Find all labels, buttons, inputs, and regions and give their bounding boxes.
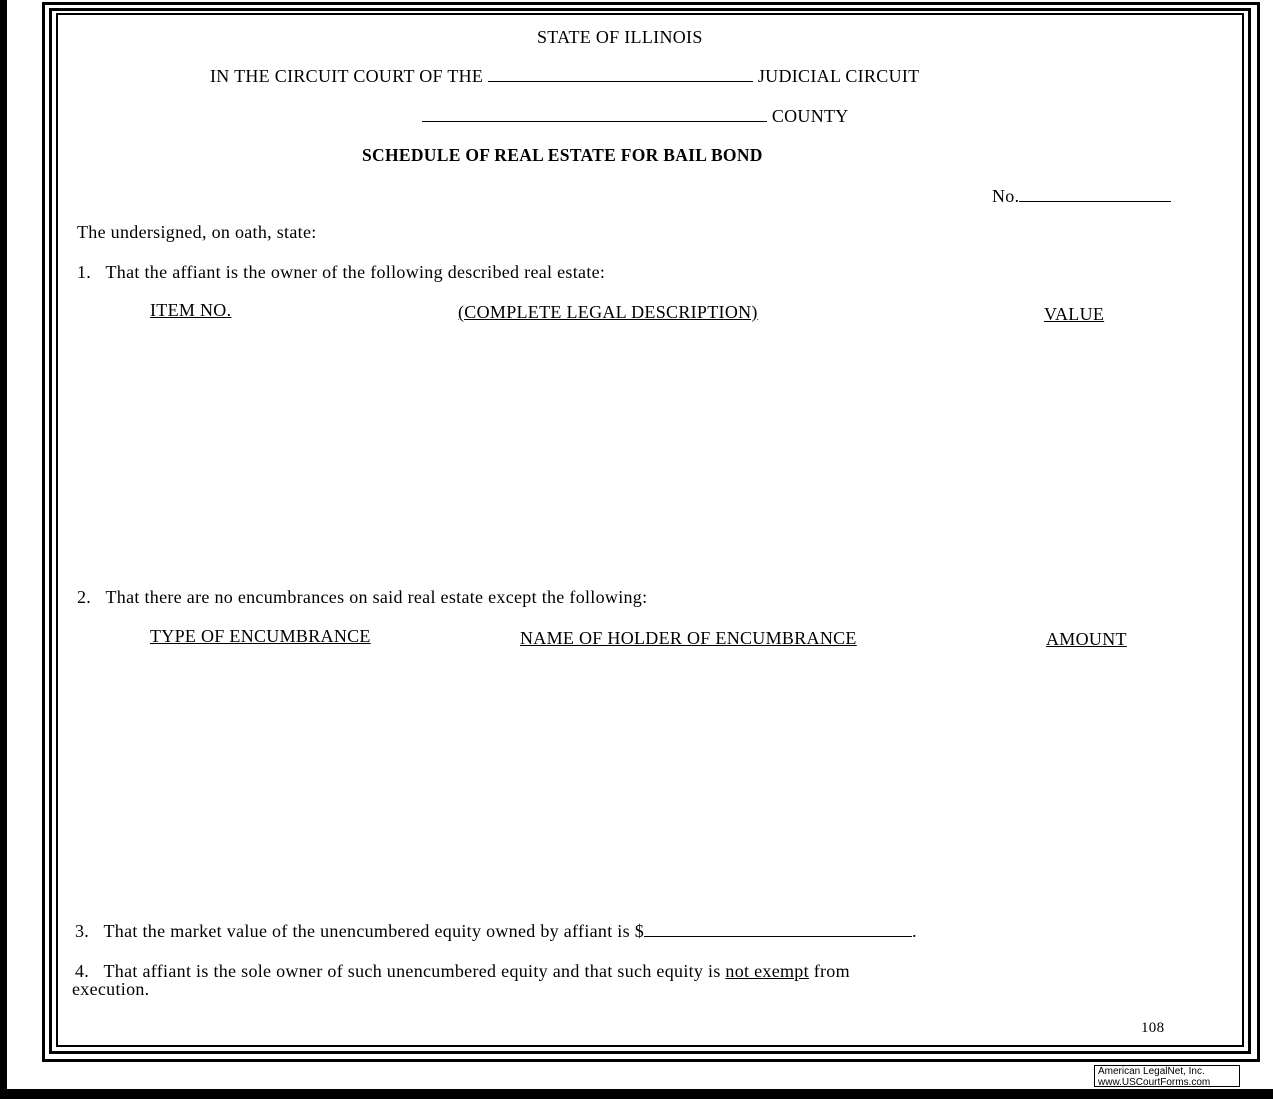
number-line <box>992 186 1171 207</box>
number-label: No. <box>992 186 1020 206</box>
county-label: COUNTY <box>771 106 849 126</box>
equity-value-blank[interactable] <box>644 936 912 937</box>
page-number: 108 <box>1141 1020 1165 1036</box>
item1-number: 1. <box>77 262 92 282</box>
page-border-inner <box>56 13 1244 1047</box>
item1 <box>77 262 605 283</box>
circuit-blank[interactable] <box>488 81 753 82</box>
item1-text: That the affiant is the owner of the following described real estate: <box>105 262 606 282</box>
not-exempt-text: not exempt <box>725 961 809 981</box>
form-title: SCHEDULE OF REAL ESTATE FOR BAIL BOND <box>362 145 763 165</box>
col-holder-name: NAME OF HOLDER OF ENCUMBRANCE <box>520 628 857 648</box>
court-line <box>210 66 919 87</box>
county-line <box>422 106 849 127</box>
court-suffix: JUDICIAL CIRCUIT <box>757 66 920 86</box>
item4 <box>75 961 850 982</box>
item2-number: 2. <box>77 587 92 607</box>
logo-line2: www.USCourtForms.com <box>1098 1077 1211 1088</box>
col-encumbrance-type: TYPE OF ENCUMBRANCE <box>150 626 371 646</box>
state-heading: STATE OF ILLINOIS <box>537 27 703 47</box>
col-legal-description: (COMPLETE LEGAL DESCRIPTION) <box>458 302 758 322</box>
number-blank[interactable] <box>1019 201 1171 202</box>
item2 <box>77 587 647 608</box>
col-amount: AMOUNT <box>1046 629 1127 649</box>
item4-continued: execution. <box>72 979 150 999</box>
intro-text: The undersigned, on oath, state: <box>77 222 317 242</box>
county-blank[interactable] <box>422 121 767 122</box>
col-item-no: ITEM NO. <box>150 300 232 320</box>
scan-edge <box>0 0 7 1099</box>
logo-line1: American LegalNet, Inc. <box>1098 1066 1205 1077</box>
item3-text: That the market value of the unencumbered equity owned by affiant is $ <box>103 921 645 941</box>
item4-text: That affiant is the sole owner of such unencumbered equity and that such equity is <box>103 961 726 981</box>
item4-number: 4. <box>75 961 90 981</box>
publisher-logo <box>1094 1065 1240 1087</box>
scan-edge-bottom <box>0 1089 1273 1099</box>
col-value: VALUE <box>1044 304 1105 324</box>
court-prefix: IN THE CIRCUIT COURT OF THE <box>210 66 484 86</box>
item4-text-end: from <box>808 961 850 981</box>
item2-text: That there are no encumbrances on said real estate except the following: <box>105 587 648 607</box>
item3 <box>75 921 917 942</box>
item3-number: 3. <box>75 921 90 941</box>
item3-end: . <box>912 921 917 941</box>
